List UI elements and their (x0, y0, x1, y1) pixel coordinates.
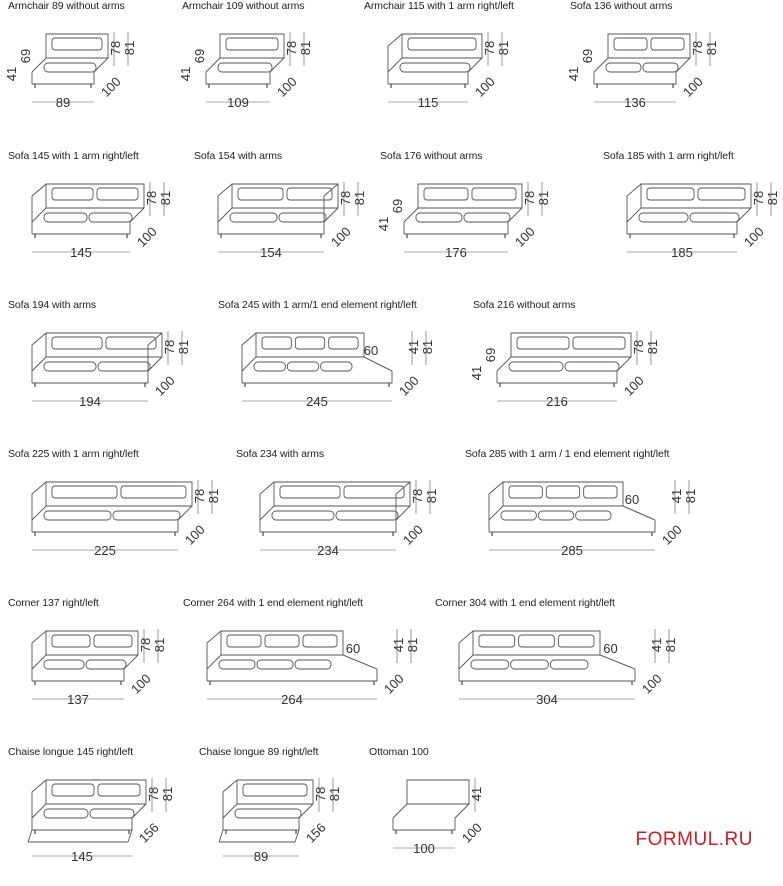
seat-top (32, 804, 146, 818)
seat-front (32, 371, 148, 383)
seat-cushion (44, 660, 84, 669)
seat-cushion (550, 660, 588, 669)
depth-label: 100 (511, 223, 538, 250)
back-cushion (546, 486, 579, 498)
furniture-drawing (603, 162, 783, 290)
depth-label: 100 (395, 372, 422, 399)
furniture-drawing (183, 609, 420, 737)
seat-top (459, 655, 635, 669)
back-cushion (280, 486, 340, 498)
height-label: 78 (108, 40, 123, 56)
seat-top (32, 655, 138, 669)
furniture-drawing (369, 758, 549, 868)
seat-top (594, 58, 690, 72)
seat-front (489, 520, 655, 532)
back-cushion (584, 486, 617, 498)
seat-top (207, 655, 377, 669)
height-label: 81 (160, 786, 175, 802)
seat-height-label: 41 (469, 365, 484, 381)
back-cushion (262, 337, 291, 349)
depth-label: 100 (273, 73, 300, 100)
depth-label: 100 (399, 521, 426, 548)
item-title: Corner 304 with 1 end element right/left (435, 597, 615, 609)
back-cushion (408, 38, 476, 50)
seat-front (207, 669, 377, 681)
seat-top (223, 804, 313, 818)
seat-cushion (576, 511, 611, 520)
height-label: 78 (482, 40, 497, 56)
item-sofa-194 (8, 299, 191, 439)
furniture-drawing (8, 758, 188, 868)
end-element-edge (600, 655, 635, 669)
seat-front (260, 520, 396, 532)
seat-front (393, 818, 455, 830)
item-title: Sofa 225 with 1 arm right/left (8, 448, 139, 460)
seat-top (627, 208, 751, 222)
width-label: 176 (445, 245, 467, 260)
back-cushion (472, 188, 516, 200)
seat-cushion (509, 362, 563, 371)
seat-cushion (272, 511, 334, 520)
item-sofa-234 (236, 448, 439, 588)
seat-cushion (400, 63, 470, 72)
furniture-drawing (194, 162, 374, 290)
item-armchair-109 (178, 0, 362, 140)
height-label: 78 (192, 488, 207, 504)
back-cushion (519, 635, 555, 647)
seat-cushion (464, 213, 510, 222)
back-cushion (329, 337, 358, 349)
end-element-label: 60 (363, 343, 379, 358)
item-title: Sofa 216 without arms (473, 299, 576, 311)
height-label: 78 (338, 190, 353, 206)
seat-cushion (501, 511, 536, 520)
depth-label: 100 (638, 670, 665, 697)
height-label: 81 (405, 637, 420, 653)
back-cushion (344, 486, 404, 498)
back-cushion (614, 38, 647, 50)
seat-top (393, 804, 469, 818)
seat-front (242, 371, 392, 383)
seat-front (404, 222, 508, 234)
seat-cushion (287, 362, 318, 371)
depth-label: 100 (327, 223, 354, 250)
seat-cushion (279, 213, 326, 222)
back-cushion (94, 635, 132, 647)
item-sofa-285 (465, 448, 698, 588)
height-label: 81 (663, 637, 678, 653)
seat-height-label: 69 (192, 48, 207, 64)
seat-top (32, 506, 192, 520)
item-sofa-245 (218, 299, 435, 439)
depth-label: 100 (133, 223, 160, 250)
seat-cushion (565, 362, 619, 371)
seat-front (206, 72, 270, 84)
seat-cushion (44, 213, 87, 222)
width-label: 137 (67, 692, 89, 707)
watermark: FORMUL.RU (635, 829, 753, 850)
height-label: 78 (410, 488, 425, 504)
back-cushion (52, 635, 90, 647)
furniture-drawing (8, 460, 221, 588)
depth-label: 100 (658, 521, 685, 548)
back-cushion (479, 635, 515, 647)
end-element-edge (364, 357, 392, 371)
height-label: 81 (122, 40, 137, 56)
seat-front (497, 371, 617, 383)
seat-front (32, 222, 130, 234)
back-cushion (573, 337, 625, 349)
back-cushion (227, 635, 261, 647)
seat-cushion (690, 213, 739, 222)
back-cushion (698, 188, 745, 200)
depth-label: 156 (302, 819, 329, 846)
item-title: Corner 137 right/left (8, 597, 99, 609)
item-ottoman-100 (369, 746, 549, 886)
item-corner-137 (8, 597, 188, 737)
height-label: 81 (645, 339, 660, 355)
depth-label: 100 (97, 73, 124, 100)
seat-top (32, 357, 162, 371)
seat-cushion (295, 660, 331, 669)
seat-height-label: 41 (376, 216, 391, 232)
seat-cushion (44, 362, 96, 371)
back-cushion (651, 38, 684, 50)
height-label: 81 (704, 40, 719, 56)
furniture-drawing (178, 12, 362, 140)
height-label: 81 (327, 786, 342, 802)
seat-cushion (230, 213, 277, 222)
seat-cushion (511, 660, 549, 669)
back-cushion (52, 337, 102, 349)
furniture-drawing (199, 758, 379, 868)
furniture-drawing (364, 12, 544, 140)
width-label: 109 (227, 95, 249, 110)
furniture-drawing (4, 12, 188, 140)
width-label: 89 (55, 95, 71, 110)
end-element-label: 60 (345, 641, 361, 656)
seat-cushion (44, 809, 88, 818)
seat-height-label: 41 (566, 66, 581, 82)
depth-label: 100 (181, 521, 208, 548)
seat-height-label: 69 (18, 48, 33, 64)
seat-cushion (218, 63, 272, 72)
seat-front (32, 72, 94, 84)
item-sofa-154 (194, 150, 374, 290)
depth-label: 100 (471, 73, 498, 100)
seat-cushion (606, 63, 641, 72)
seat-front (594, 72, 676, 84)
seat-cushion (219, 660, 255, 669)
seat-front (32, 818, 132, 830)
height-label: 81 (206, 488, 221, 504)
item-title: Sofa 136 without arms (570, 0, 673, 12)
depth-label: 100 (151, 372, 178, 399)
item-title: Corner 264 with 1 end element right/left (183, 597, 363, 609)
height-label: 41 (469, 786, 484, 802)
item-title: Sofa 145 with 1 arm right/left (8, 150, 139, 162)
item-title: Armchair 115 with 1 arm right/left (364, 0, 514, 12)
seat-cushion (321, 362, 352, 371)
item-armchair-89 (4, 0, 188, 140)
width-label: 264 (281, 692, 303, 707)
seat-cushion (98, 362, 150, 371)
back-cushion (303, 635, 337, 647)
height-label: 81 (158, 190, 173, 206)
width-label: 145 (70, 245, 92, 260)
height-label: 81 (152, 637, 167, 653)
height-label: 78 (138, 637, 153, 653)
height-label: 41 (391, 637, 406, 653)
seat-front (32, 669, 124, 681)
seat-top (242, 357, 392, 371)
back-cushion (647, 188, 694, 200)
chaise-side (219, 830, 223, 842)
height-label: 81 (424, 488, 439, 504)
item-title: Sofa 154 with arms (194, 150, 283, 162)
height-label: 78 (751, 190, 766, 206)
seat-cushion (471, 660, 509, 669)
width-label: 100 (413, 841, 435, 856)
back-cushion (98, 784, 140, 796)
seat-front (627, 222, 737, 234)
seat-front (223, 818, 299, 830)
depth-label: 100 (127, 670, 154, 697)
height-label: 78 (162, 339, 177, 355)
seat-top (32, 208, 144, 222)
width-label: 89 (253, 849, 269, 864)
furniture-drawing (8, 162, 188, 290)
seat-height-label: 69 (580, 48, 595, 64)
back-cushion (106, 337, 156, 349)
seat-cushion (639, 213, 688, 222)
width-label: 115 (417, 95, 439, 110)
furniture-drawing (236, 460, 439, 588)
item-title: Sofa 185 with 1 arm right/left (603, 150, 734, 162)
depth-label: 100 (458, 819, 485, 846)
height-label: 81 (683, 488, 698, 504)
height-label: 81 (176, 339, 191, 355)
seat-front (388, 72, 468, 84)
width-label: 154 (260, 245, 282, 260)
seat-cushion (113, 511, 180, 520)
width-label: 216 (546, 394, 568, 409)
height-label: 78 (313, 786, 328, 802)
seat-top (206, 58, 284, 72)
back-cushion (238, 188, 283, 200)
back-cushion (226, 38, 278, 50)
depth-label: 100 (740, 223, 767, 250)
item-corner-264 (183, 597, 420, 737)
depth-label: 100 (679, 73, 706, 100)
item-corner-304 (435, 597, 678, 737)
back-cushion (52, 38, 102, 50)
back-cushion (517, 337, 569, 349)
item-title: Sofa 245 with 1 arm/1 end element right/left (218, 299, 417, 311)
width-label: 145 (71, 849, 93, 864)
height-label: 41 (406, 339, 421, 355)
item-title: Chaise longue 145 right/left (8, 746, 134, 758)
end-element-label: 60 (624, 492, 640, 507)
end-element-edge (623, 506, 655, 520)
back-cushion (287, 188, 332, 200)
seat-top (218, 208, 338, 222)
back-cushion (558, 635, 594, 647)
furniture-drawing (465, 460, 698, 588)
depth-label: 156 (135, 819, 162, 846)
seat-top (388, 58, 482, 72)
back-cushion (243, 784, 307, 796)
width-label: 234 (317, 543, 339, 558)
item-chaise-89 (199, 746, 379, 886)
height-label: 78 (631, 339, 646, 355)
depth-label: 100 (380, 670, 407, 697)
seat-cushion (86, 660, 126, 669)
height-label: 81 (496, 40, 511, 56)
item-title: Chaise longue 89 right/left (199, 746, 319, 758)
seat-top (404, 208, 522, 222)
furniture-drawing (469, 311, 673, 439)
width-label: 136 (624, 95, 646, 110)
seat-height-label: 41 (4, 66, 19, 82)
furniture-drawing (218, 311, 435, 439)
item-title: Ottoman 100 (369, 746, 429, 758)
item-sofa-225 (8, 448, 221, 588)
seat-cushion (44, 511, 111, 520)
seat-cushion (254, 362, 285, 371)
furniture-drawing (8, 311, 191, 439)
height-label: 78 (690, 40, 705, 56)
seat-front (32, 520, 178, 532)
height-label: 41 (649, 637, 664, 653)
depth-label: 100 (620, 372, 647, 399)
seat-cushion (336, 511, 398, 520)
backrest (407, 780, 469, 804)
seat-front (218, 222, 324, 234)
seat-height-label: 41 (178, 66, 193, 82)
furniture-drawing (435, 609, 678, 737)
back-cushion (424, 188, 468, 200)
item-sofa-136 (566, 0, 750, 140)
width-label: 285 (561, 543, 583, 558)
item-title: Armchair 89 without arms (8, 0, 125, 12)
item-title: Sofa 194 with arms (8, 299, 97, 311)
height-label: 41 (669, 488, 684, 504)
item-title: Sofa 285 with 1 arm / 1 end element right/left (465, 448, 670, 460)
seat-cushion (538, 511, 573, 520)
item-title: Armchair 109 without arms (182, 0, 305, 12)
seat-cushion (235, 809, 301, 818)
width-label: 185 (671, 245, 693, 260)
seat-cushion (44, 63, 96, 72)
furniture-drawing (566, 12, 750, 140)
seat-cushion (643, 63, 678, 72)
height-label: 81 (765, 190, 780, 206)
height-label: 78 (284, 40, 299, 56)
back-cushion (509, 486, 542, 498)
width-label: 194 (79, 394, 101, 409)
back-cushion (97, 188, 138, 200)
back-cushion (52, 188, 93, 200)
seat-cushion (416, 213, 462, 222)
seat-top (497, 357, 631, 371)
height-label: 81 (352, 190, 367, 206)
chaise-side (28, 830, 32, 842)
seat-top (32, 58, 108, 72)
back-cushion (52, 784, 94, 796)
item-sofa-176 (376, 150, 560, 290)
seat-top (260, 506, 410, 520)
seat-height-label: 69 (390, 198, 405, 214)
item-sofa-216 (469, 299, 660, 439)
item-chaise-145 (8, 746, 188, 886)
end-element-edge (343, 655, 377, 669)
end-element-label: 60 (603, 641, 618, 656)
height-label: 81 (298, 40, 313, 56)
furniture-drawing (376, 162, 560, 290)
back-cushion (121, 486, 186, 498)
item-title: Sofa 176 without arms (380, 150, 483, 162)
back-cushion (52, 486, 117, 498)
seat-cushion (257, 660, 293, 669)
furniture-drawing (8, 609, 188, 737)
back-cushion (265, 635, 299, 647)
seat-cushion (90, 809, 134, 818)
item-armchair-115 (364, 0, 544, 140)
width-label: 304 (536, 692, 558, 707)
height-label: 81 (536, 190, 551, 206)
seat-front (459, 669, 635, 681)
item-sofa-185 (603, 150, 783, 290)
seat-top (489, 506, 655, 520)
seat-cushion (89, 213, 132, 222)
item-sofa-145 (8, 150, 188, 290)
height-label: 78 (144, 190, 159, 206)
back-cushion (295, 337, 324, 349)
item-title: Sofa 234 with arms (236, 448, 325, 460)
height-label: 78 (146, 786, 161, 802)
seat-height-label: 69 (483, 347, 498, 363)
width-label: 245 (306, 394, 328, 409)
width-label: 225 (94, 543, 116, 558)
height-label: 81 (420, 339, 435, 355)
height-label: 78 (522, 190, 537, 206)
